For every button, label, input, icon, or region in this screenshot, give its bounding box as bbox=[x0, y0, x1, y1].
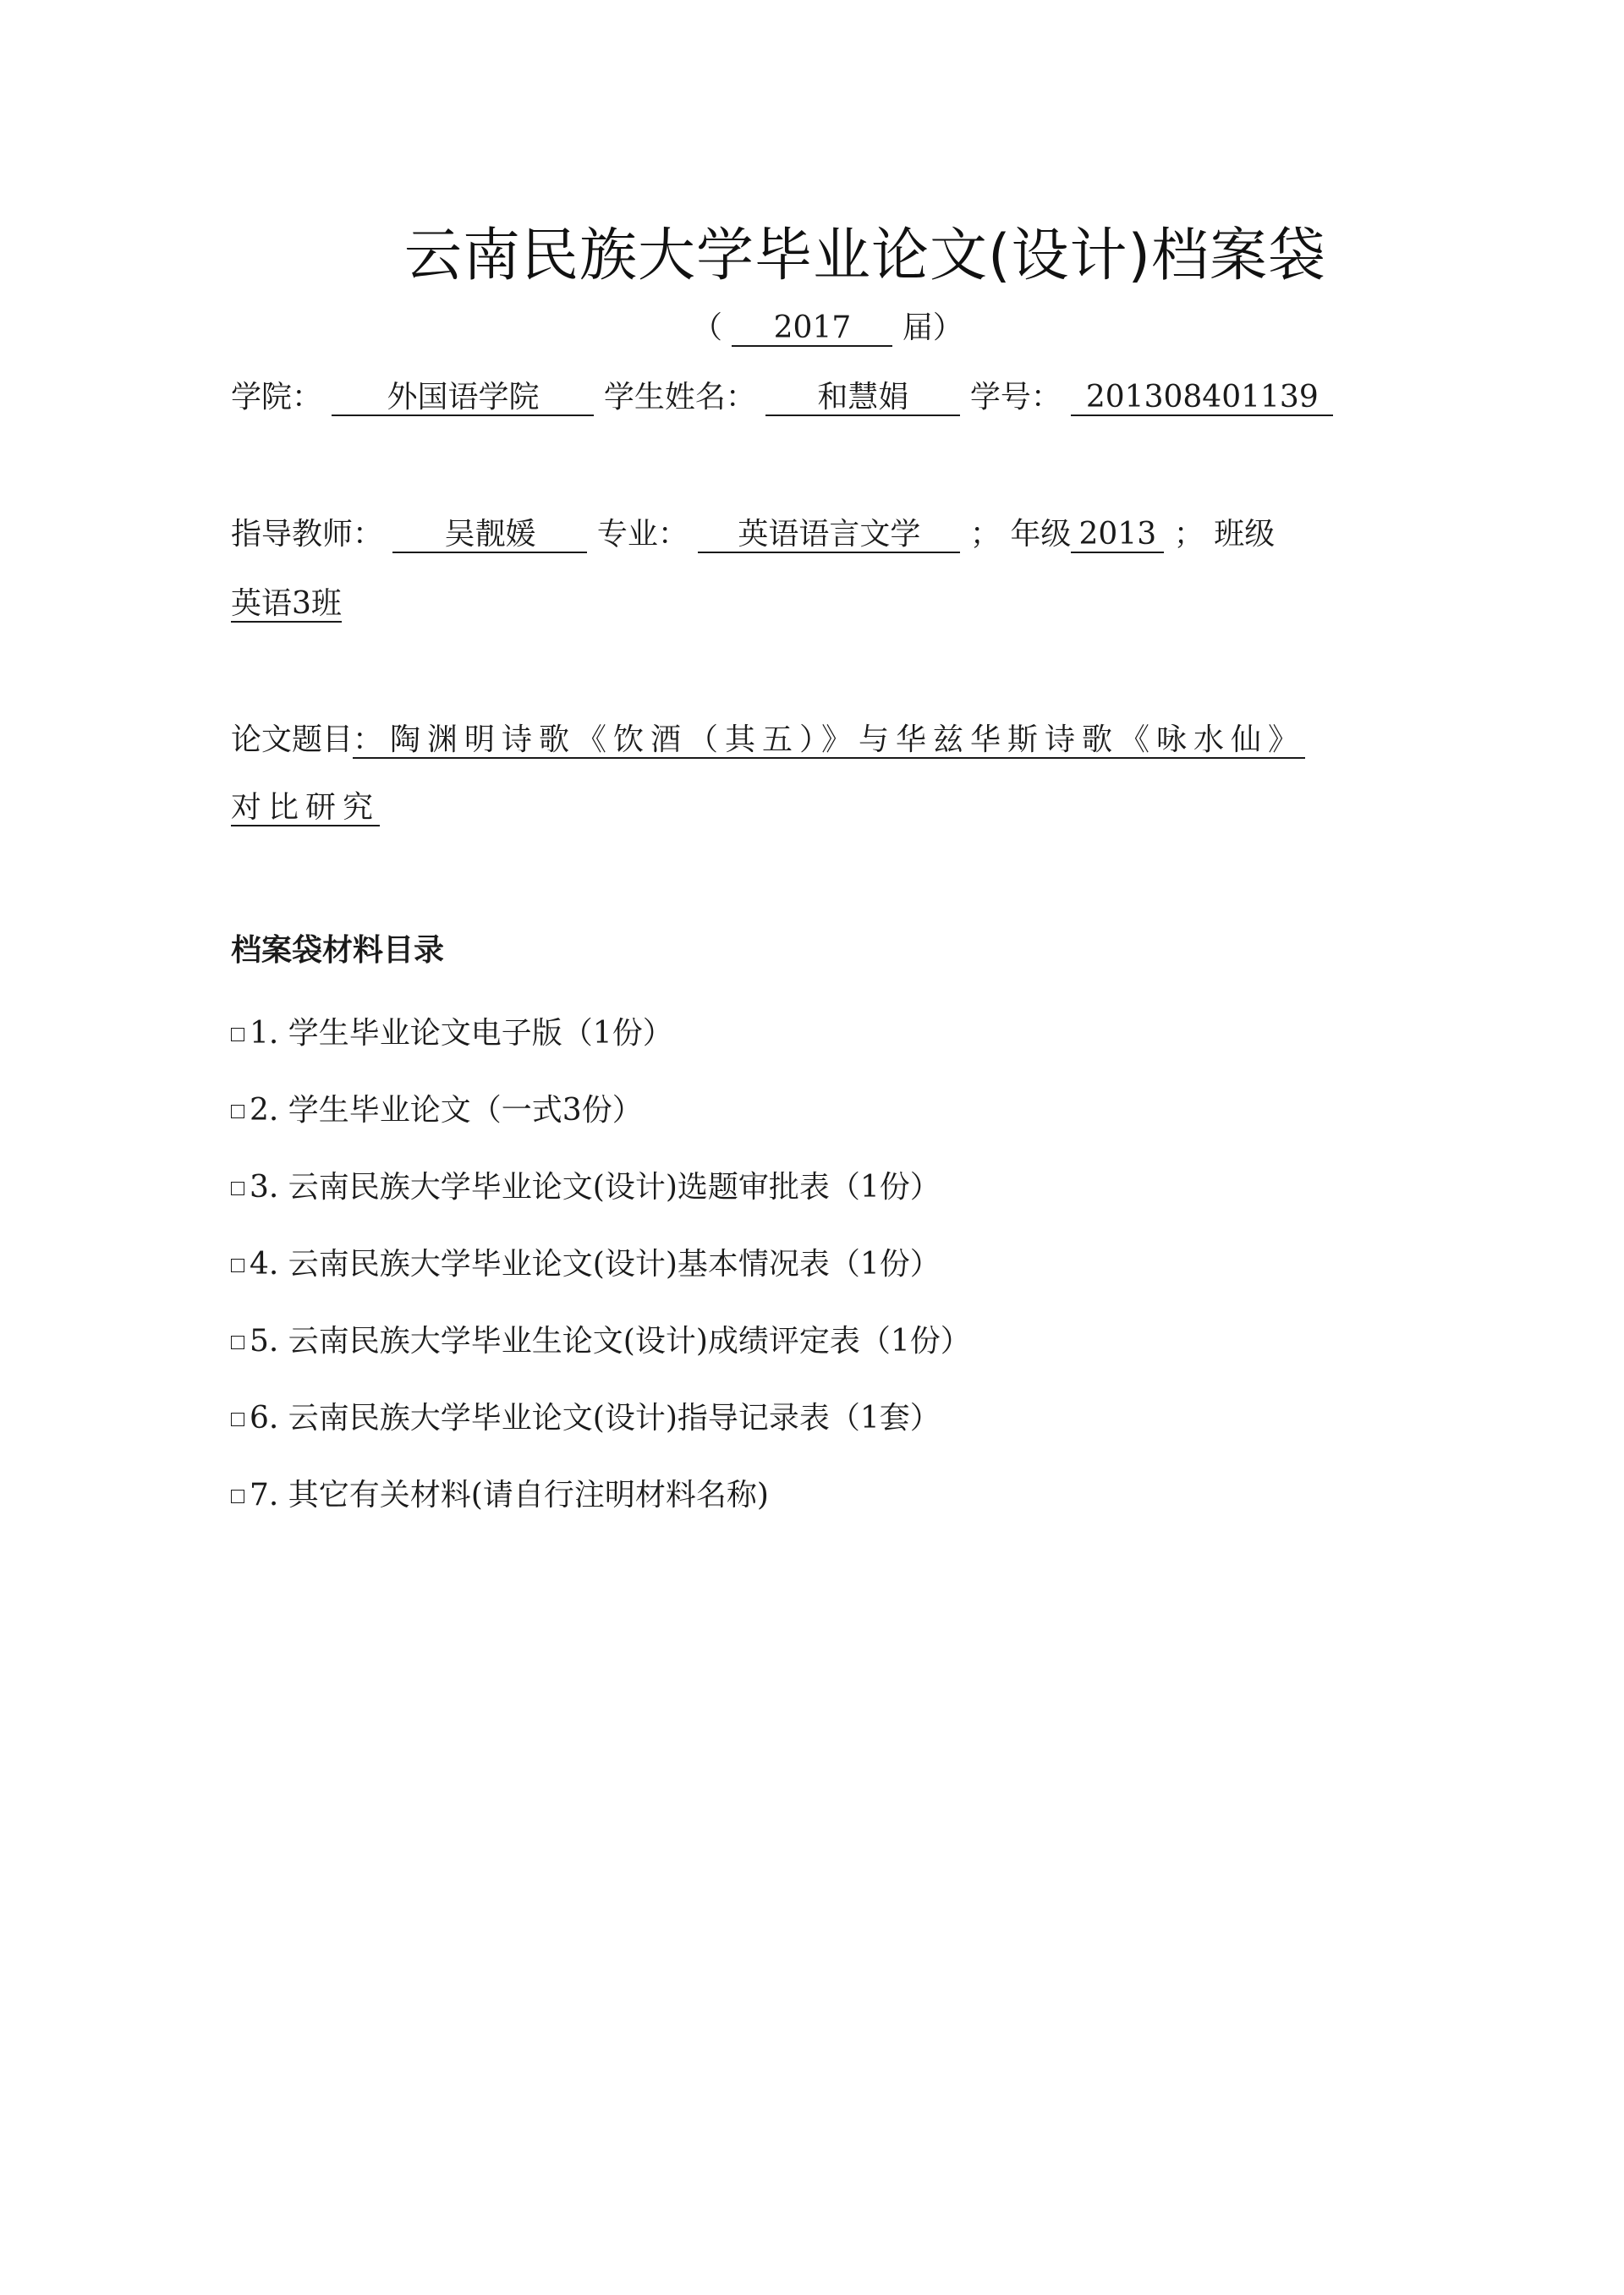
session-year: 2017 bbox=[732, 310, 892, 347]
class-value-line bbox=[231, 585, 342, 623]
student-id-label: 学号： bbox=[969, 380, 1062, 415]
contents-item bbox=[231, 1240, 941, 1283]
contents-item bbox=[231, 1086, 643, 1129]
contents-item bbox=[231, 1163, 941, 1206]
contents-item-label: 3. 云南民族大学毕业论文(设计)选题审批表（1份） bbox=[250, 1170, 941, 1205]
checkbox-icon[interactable] bbox=[231, 1336, 244, 1349]
advisor-label: 指导教师： bbox=[231, 517, 384, 552]
separator: ； bbox=[969, 517, 1001, 552]
class-value: 英语3班 bbox=[231, 586, 342, 623]
contents-item-label: 2. 学生毕业论文（一式3份） bbox=[250, 1093, 643, 1128]
contents-item bbox=[231, 1317, 971, 1360]
checkbox-icon[interactable] bbox=[231, 1259, 244, 1272]
contents-item-label: 6. 云南民族大学毕业论文(设计)指导记录表（1套） bbox=[250, 1401, 941, 1436]
class-label: 班级 bbox=[1214, 517, 1276, 552]
student-id-value: 201308401139 bbox=[1071, 380, 1333, 416]
page-title: 云南民族大学毕业论文(设计)档案袋 bbox=[404, 222, 1327, 289]
thesis-title-line-2 bbox=[231, 789, 380, 826]
contents-item bbox=[231, 1471, 769, 1514]
session-line bbox=[692, 310, 963, 347]
contents-item-label: 7. 其它有关材料(请自行注明材料名称) bbox=[250, 1478, 769, 1513]
college-label: 学院： bbox=[231, 380, 323, 415]
separator: ； bbox=[1173, 517, 1204, 552]
info-row-college-name-id bbox=[231, 379, 1333, 416]
student-name-value: 和慧娟 bbox=[765, 380, 960, 416]
thesis-title-part-1: ：陶渊明诗歌《饮酒（其五）》与华兹华斯诗歌《咏水仙》 bbox=[353, 722, 1305, 759]
session-open: （ bbox=[692, 310, 723, 345]
advisor-value: 吴靓媛 bbox=[392, 517, 587, 553]
thesis-label: 论文题目 bbox=[231, 722, 354, 757]
checkbox-icon[interactable] bbox=[231, 1105, 244, 1118]
contents-heading: 档案袋材料目录 bbox=[231, 933, 445, 968]
thesis-title-part-2: 对比研究 bbox=[231, 790, 380, 826]
grade-label: 年级 bbox=[1010, 517, 1072, 552]
major-value: 英语语言文学 bbox=[698, 517, 960, 553]
major-label: 专业： bbox=[596, 517, 689, 552]
student-name-label: 学生姓名： bbox=[603, 380, 756, 415]
contents-item-label: 4. 云南民族大学毕业论文(设计)基本情况表（1份） bbox=[250, 1247, 941, 1282]
info-row-advisor-major-grade bbox=[231, 516, 1275, 553]
contents-item-label: 5. 云南民族大学毕业生论文(设计)成绩评定表（1份） bbox=[250, 1324, 971, 1359]
checkbox-icon[interactable] bbox=[231, 1413, 244, 1426]
checkbox-icon[interactable] bbox=[231, 1490, 244, 1503]
contents-item bbox=[231, 1009, 673, 1052]
checkbox-icon[interactable] bbox=[231, 1182, 244, 1195]
session-close: 届） bbox=[902, 310, 963, 345]
thesis-title-line-1 bbox=[231, 722, 1305, 759]
checkbox-icon[interactable] bbox=[231, 1028, 244, 1041]
grade-value: 2013 bbox=[1071, 517, 1164, 553]
contents-item-label: 1. 学生毕业论文电子版（1份） bbox=[250, 1016, 673, 1051]
college-value: 外国语学院 bbox=[332, 380, 594, 416]
contents-item bbox=[231, 1394, 941, 1437]
